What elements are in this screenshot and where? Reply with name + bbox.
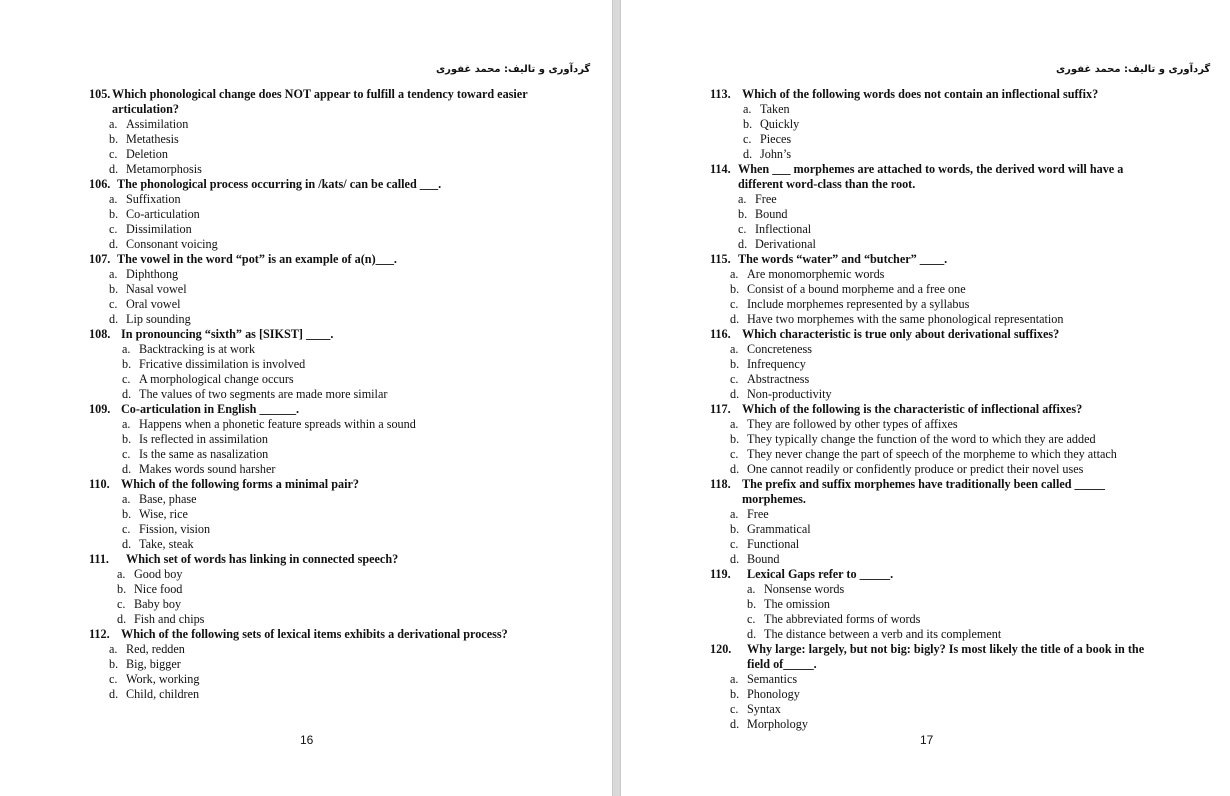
option-text: The values of two segments are made more similar [139, 387, 388, 401]
answer-option [710, 612, 1165, 627]
question-stem [89, 402, 545, 417]
question-number: 112. [89, 627, 110, 641]
option-letter: c. [109, 222, 118, 236]
question-text: The words “water” and “butcher” ____. [738, 252, 948, 266]
option-text: Oral vowel [126, 297, 181, 311]
option-letter: a. [109, 642, 118, 656]
option-letter: c. [117, 597, 126, 611]
question-block [710, 402, 1165, 477]
answer-option [89, 537, 545, 552]
option-text: Deletion [126, 147, 168, 161]
answer-option [89, 612, 545, 627]
option-letter: c. [109, 147, 118, 161]
answer-option [89, 462, 545, 477]
answer-option [710, 237, 1165, 252]
answer-option [89, 432, 545, 447]
question-text: Why large: largely, but not big: bigly? Is most likely the title of a book in the field of_____. [747, 642, 1145, 671]
question-block [89, 177, 545, 252]
option-text: Bound [747, 552, 780, 566]
option-text: Bound [755, 207, 788, 221]
answer-option [89, 192, 545, 207]
option-letter: c. [109, 297, 118, 311]
question-stem [710, 162, 1165, 192]
option-letter: a. [747, 582, 756, 596]
option-letter: a. [743, 102, 752, 116]
page-number: 16 [300, 733, 314, 747]
answer-option [89, 522, 545, 537]
option-text: Functional [747, 537, 800, 551]
question-text: The vowel in the word “pot” is an example of a(n)___. [117, 252, 397, 266]
answer-option [89, 147, 545, 162]
option-text: Concreteness [747, 342, 812, 356]
option-letter: c. [730, 447, 739, 461]
question-stem [89, 627, 545, 642]
question-block [710, 477, 1165, 567]
option-text: Phonology [747, 687, 800, 701]
page-17 [621, 0, 1230, 796]
question-text: The prefix and suffix morphemes have traditionally been called _____ morphemes. [742, 477, 1106, 506]
question-stem [710, 402, 1165, 417]
option-text: The distance between a verb and its complement [764, 627, 1002, 641]
answer-option [89, 582, 545, 597]
option-letter: d. [743, 147, 753, 161]
answer-option [89, 657, 545, 672]
answer-option [710, 297, 1165, 312]
answer-option [710, 387, 1165, 402]
option-letter: c. [109, 672, 118, 686]
question-text: The phonological process occurring in /kats/ can be called ___. [117, 177, 442, 191]
option-letter: c. [743, 132, 752, 146]
option-letter: c. [122, 372, 131, 386]
answer-option [89, 447, 545, 462]
option-text: Base, phase [139, 492, 197, 506]
question-stem [89, 552, 545, 567]
option-text: Is reflected in assimilation [139, 432, 268, 446]
option-text: Include morphemes represented by a syllabus [747, 297, 970, 311]
option-letter: b. [730, 522, 740, 536]
question-text: Co-articulation in English ______. [121, 402, 300, 416]
option-letter: a. [730, 417, 739, 431]
answer-option [710, 312, 1165, 327]
option-letter: c. [122, 447, 131, 461]
option-letter: b. [738, 207, 748, 221]
option-text: Nice food [134, 582, 183, 596]
answer-option [710, 597, 1165, 612]
answer-option [89, 237, 545, 252]
option-text: Child, children [126, 687, 200, 701]
question-block [710, 162, 1165, 252]
answer-option [710, 507, 1165, 522]
answer-option [89, 222, 545, 237]
question-list [710, 87, 1165, 732]
option-text: Assimilation [126, 117, 189, 131]
answer-option [89, 672, 545, 687]
question-block [89, 552, 545, 627]
question-number: 116. [710, 327, 731, 341]
option-letter: c. [730, 537, 739, 551]
option-letter: d. [122, 462, 132, 476]
page-16 [0, 0, 612, 796]
option-letter: b. [109, 657, 119, 671]
question-stem [710, 477, 1165, 507]
option-letter: a. [730, 507, 739, 521]
option-letter: b. [122, 432, 132, 446]
option-letter: a. [730, 672, 739, 686]
answer-option [710, 417, 1165, 432]
option-letter: d. [109, 237, 119, 251]
option-text: John’s [760, 147, 792, 161]
question-block [89, 87, 545, 177]
question-list [89, 87, 545, 702]
option-text: Red, redden [126, 642, 185, 656]
question-stem [89, 477, 545, 492]
question-text: Lexical Gaps refer to _____. [747, 567, 894, 581]
option-text: Pieces [760, 132, 792, 146]
question-stem [710, 327, 1165, 342]
question-number: 106. [89, 177, 111, 191]
option-text: Metathesis [126, 132, 179, 146]
option-letter: b. [109, 207, 119, 221]
option-text: Suffixation [126, 192, 181, 206]
question-text: Which characteristic is true only about derivational suffixes? [742, 327, 1060, 341]
answer-option [89, 567, 545, 582]
option-letter: b. [122, 357, 132, 371]
question-block [89, 627, 545, 702]
answer-option [710, 267, 1165, 282]
answer-option [710, 357, 1165, 372]
answer-option [89, 642, 545, 657]
option-text: Are monomorphemic words [747, 267, 885, 281]
option-letter: a. [109, 267, 118, 281]
answer-option [89, 162, 545, 177]
option-text: Consist of a bound morpheme and a free one [747, 282, 966, 296]
question-stem [89, 87, 545, 117]
option-letter: a. [122, 492, 131, 506]
option-text: The abbreviated forms of words [764, 612, 921, 626]
option-text: Co-articulation [126, 207, 200, 221]
answer-option [89, 282, 545, 297]
option-text: Nasal vowel [126, 282, 187, 296]
answer-option [710, 117, 1165, 132]
option-letter: b. [109, 282, 119, 296]
answer-option [710, 537, 1165, 552]
question-block [710, 87, 1165, 162]
option-text: Free [747, 507, 769, 521]
question-number: 117. [710, 402, 731, 416]
option-letter: d. [730, 462, 740, 476]
answer-option [710, 582, 1165, 597]
option-text: Syntax [747, 702, 781, 716]
option-text: Morphology [747, 717, 808, 731]
option-letter: d. [109, 162, 119, 176]
question-number: 105. [89, 87, 111, 101]
option-text: Is the same as nasalization [139, 447, 269, 461]
answer-option [710, 687, 1165, 702]
option-text: Abstractness [747, 372, 810, 386]
option-text: Dissimilation [126, 222, 192, 236]
option-text: Take, steak [139, 537, 194, 551]
answer-option [89, 387, 545, 402]
option-text: Makes words sound harsher [139, 462, 276, 476]
option-letter: b. [122, 507, 132, 521]
option-letter: d. [109, 687, 119, 701]
answer-option [710, 672, 1165, 687]
option-text: Quickly [760, 117, 800, 131]
answer-option [89, 207, 545, 222]
question-number: 120. [710, 642, 732, 656]
question-stem [89, 177, 545, 192]
question-block [710, 642, 1165, 732]
question-text: Which set of words has linking in connected speech? [126, 552, 399, 566]
option-text: Fission, vision [139, 522, 211, 536]
page-header: گردآوری و تالیف: محمد غفوری [1056, 64, 1211, 75]
question-number: 118. [710, 477, 731, 491]
option-text: They typically change the function of the word to which they are added [747, 432, 1096, 446]
option-text: They are followed by other types of affixes [747, 417, 958, 431]
option-letter: b. [743, 117, 753, 131]
answer-option [89, 417, 545, 432]
answer-option [89, 492, 545, 507]
answer-option [89, 117, 545, 132]
question-block [89, 252, 545, 327]
question-text: Which of the following sets of lexical items exhibits a derivational process? [121, 627, 508, 641]
option-text: Diphthong [126, 267, 179, 281]
option-text: They never change the part of speech of the morpheme to which they attach [747, 447, 1117, 461]
answer-option [89, 267, 545, 282]
option-letter: a. [122, 342, 131, 356]
option-letter: a. [730, 342, 739, 356]
answer-option [89, 372, 545, 387]
answer-option [710, 372, 1165, 387]
option-letter: c. [747, 612, 756, 626]
option-text: Infrequency [747, 357, 806, 371]
answer-option [89, 597, 545, 612]
answer-option [710, 432, 1165, 447]
question-number: 108. [89, 327, 111, 341]
option-text: Consonant voicing [126, 237, 218, 251]
option-letter: a. [122, 417, 131, 431]
option-letter: c. [730, 702, 739, 716]
question-number: 114. [710, 162, 731, 176]
option-letter: d. [730, 387, 740, 401]
option-letter: c. [730, 372, 739, 386]
option-text: Semantics [747, 672, 798, 686]
option-letter: a. [730, 267, 739, 281]
answer-option [710, 207, 1165, 222]
answer-option [710, 282, 1165, 297]
answer-option [89, 297, 545, 312]
question-text: Which phonological change does NOT appear to fulfill a tendency toward easier articulation? [112, 87, 528, 116]
page-gutter [612, 0, 621, 796]
question-number: 107. [89, 252, 111, 266]
question-block [710, 252, 1165, 327]
answer-option [710, 552, 1165, 567]
question-stem [710, 642, 1165, 672]
answer-option [710, 717, 1165, 732]
question-text: In pronouncing “sixth” as [SIKST] ____. [121, 327, 334, 341]
option-text: Metamorphosis [126, 162, 202, 176]
option-letter: b. [117, 582, 127, 596]
question-text: Which of the following words does not contain an inflectional suffix? [742, 87, 1099, 101]
option-letter: c. [122, 522, 131, 536]
option-text: Fricative dissimilation is involved [139, 357, 306, 371]
answer-option [710, 132, 1165, 147]
question-block [89, 402, 545, 477]
option-letter: d. [117, 612, 127, 626]
option-letter: d. [109, 312, 119, 326]
option-letter: b. [730, 432, 740, 446]
answer-option [710, 147, 1165, 162]
question-text: Which of the following forms a minimal pair? [121, 477, 359, 491]
answer-option [710, 102, 1165, 117]
option-text: One cannot readily or confidently produce or predict their novel uses [747, 462, 1084, 476]
option-letter: b. [747, 597, 757, 611]
answer-option [710, 342, 1165, 357]
option-letter: d. [730, 717, 740, 731]
option-text: Inflectional [755, 222, 812, 236]
option-text: Fish and chips [134, 612, 205, 626]
answer-option [710, 447, 1165, 462]
option-text: Have two morphemes with the same phonological representation [747, 312, 1064, 326]
answer-option [89, 357, 545, 372]
question-number: 111. [89, 552, 109, 566]
option-letter: a. [109, 192, 118, 206]
answer-option [710, 192, 1165, 207]
option-text: The omission [764, 597, 831, 611]
option-text: Derivational [755, 237, 816, 251]
option-text: Lip sounding [126, 312, 191, 326]
option-text: A morphological change occurs [139, 372, 294, 386]
answer-option [710, 522, 1165, 537]
question-block [89, 477, 545, 552]
option-text: Work, working [126, 672, 200, 686]
question-number: 119. [710, 567, 731, 581]
question-stem [89, 327, 545, 342]
option-text: Happens when a phonetic feature spreads within a sound [139, 417, 416, 431]
option-letter: b. [730, 687, 740, 701]
question-text: Which of the following is the characteristic of inflectional affixes? [742, 402, 1083, 416]
option-letter: c. [738, 222, 747, 236]
option-text: Free [755, 192, 777, 206]
question-block [710, 567, 1165, 642]
option-letter: d. [747, 627, 757, 641]
option-letter: b. [109, 132, 119, 146]
option-letter: d. [122, 537, 132, 551]
option-text: Taken [760, 102, 790, 116]
option-text: Non-productivity [747, 387, 832, 401]
question-block [710, 327, 1165, 402]
option-letter: d. [730, 312, 740, 326]
option-text: Good boy [134, 567, 183, 581]
option-text: Wise, rice [139, 507, 188, 521]
option-letter: a. [109, 117, 118, 131]
answer-option [89, 687, 545, 702]
question-number: 113. [710, 87, 731, 101]
answer-option [710, 462, 1165, 477]
option-text: Big, bigger [126, 657, 181, 671]
question-stem [89, 252, 545, 267]
question-stem [710, 567, 1165, 582]
option-letter: d. [122, 387, 132, 401]
option-letter: d. [730, 552, 740, 566]
question-number: 109. [89, 402, 111, 416]
answer-option [710, 627, 1165, 642]
answer-option [710, 702, 1165, 717]
answer-option [89, 132, 545, 147]
option-letter: a. [117, 567, 126, 581]
option-letter: b. [730, 282, 740, 296]
question-number: 110. [89, 477, 110, 491]
option-letter: d. [738, 237, 748, 251]
answer-option [89, 342, 545, 357]
option-text: Grammatical [747, 522, 811, 536]
option-letter: a. [738, 192, 747, 206]
answer-option [89, 507, 545, 522]
page-header: گردآوری و تالیف: محمد غفوری [436, 64, 591, 75]
option-letter: c. [730, 297, 739, 311]
option-letter: b. [730, 357, 740, 371]
option-text: Backtracking is at work [139, 342, 256, 356]
question-stem [710, 252, 1165, 267]
question-number: 115. [710, 252, 731, 266]
answer-option [710, 222, 1165, 237]
option-text: Baby boy [134, 597, 182, 611]
question-block [89, 327, 545, 402]
answer-option [89, 312, 545, 327]
page-number: 17 [920, 733, 934, 747]
question-text: When ___ morphemes are attached to words, the derived word will have a different word-class than the root. [738, 162, 1124, 191]
question-stem [710, 87, 1165, 102]
option-text: Nonsense words [764, 582, 845, 596]
